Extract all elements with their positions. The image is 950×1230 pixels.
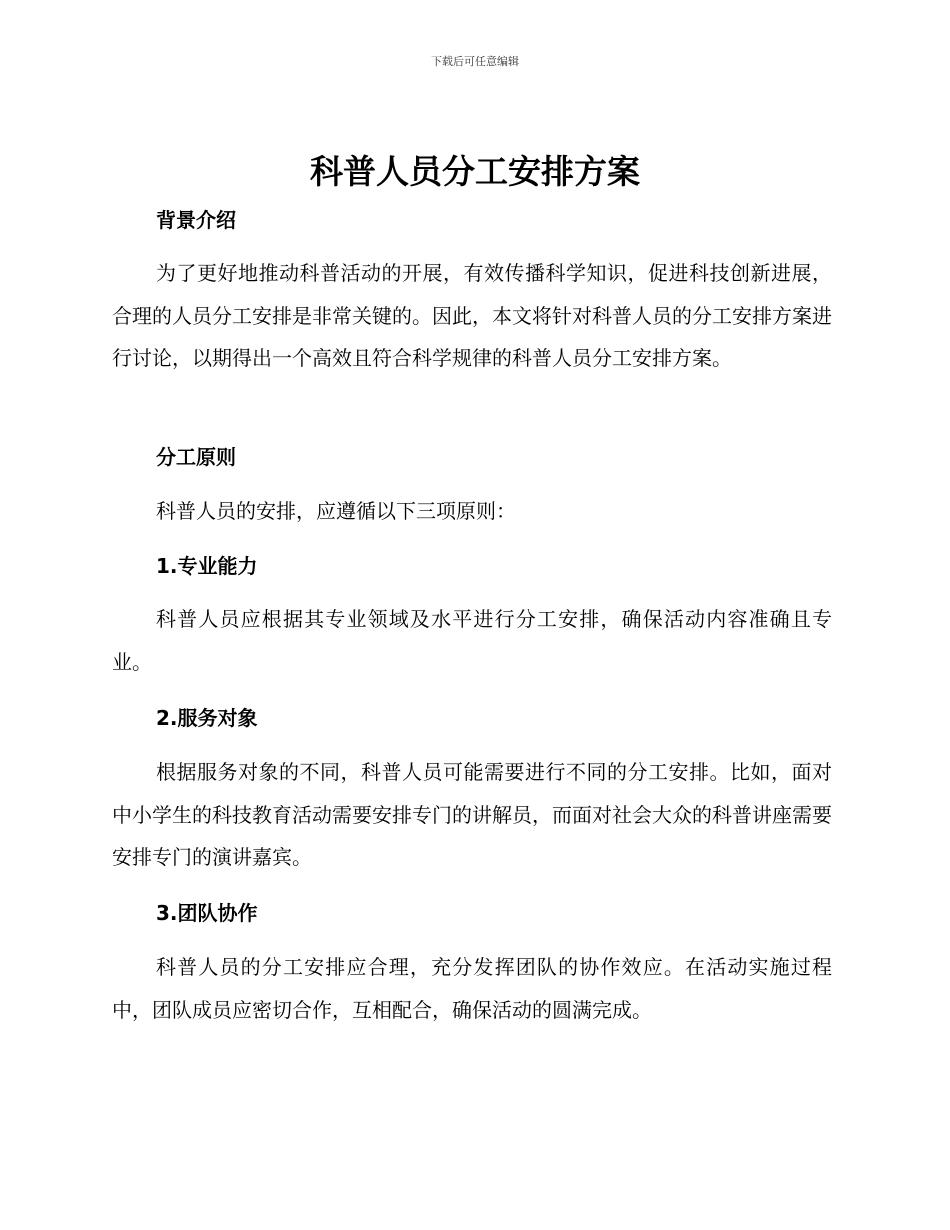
heading-principle-2: 2.服务对象 (156, 706, 258, 730)
heading-principle-1: 1.专业能力 (156, 554, 258, 578)
paragraph-principle-3: 科普人员的分工安排应合理，充分发挥团队的协作效应。在活动实施过程中，团队成员应密切合作，互相配合，确保活动的圆满完成。 (112, 955, 832, 1022)
heading-principles: 分工原则 (156, 445, 236, 469)
heading-background: 背景介绍 (156, 208, 236, 232)
heading-principle-3: 3.团队协作 (156, 901, 258, 925)
paragraph-principles-intro: 科普人员的安排，应遵循以下三项原则： (156, 499, 516, 523)
paragraph-background: 为了更好地推动科普活动的开展，有效传播科学知识，促进科技创新进展，合理的人员分工安排是非常关键的。因此，本文将针对科普人员的分工安排方案进行讨论，以期得出一个高效且符合科学规律的科普人员分工安排方案。 (112, 261, 832, 370)
paragraph-principle-1: 科普人员应根据其专业领域及水平进行分工安排，确保活动内容准确且专业。 (112, 607, 832, 674)
header-note: 下载后可任意编辑 (431, 55, 519, 68)
document-title: 科普人员分工安排方案 (310, 152, 640, 191)
paragraph-principle-2: 根据服务对象的不同，科普人员可能需要进行不同的分工安排。比如，面对中小学生的科技教育活动需要安排专门的讲解员，而面对社会大众的科普讲座需要安排专门的演讲嘉宾。 (112, 760, 832, 869)
